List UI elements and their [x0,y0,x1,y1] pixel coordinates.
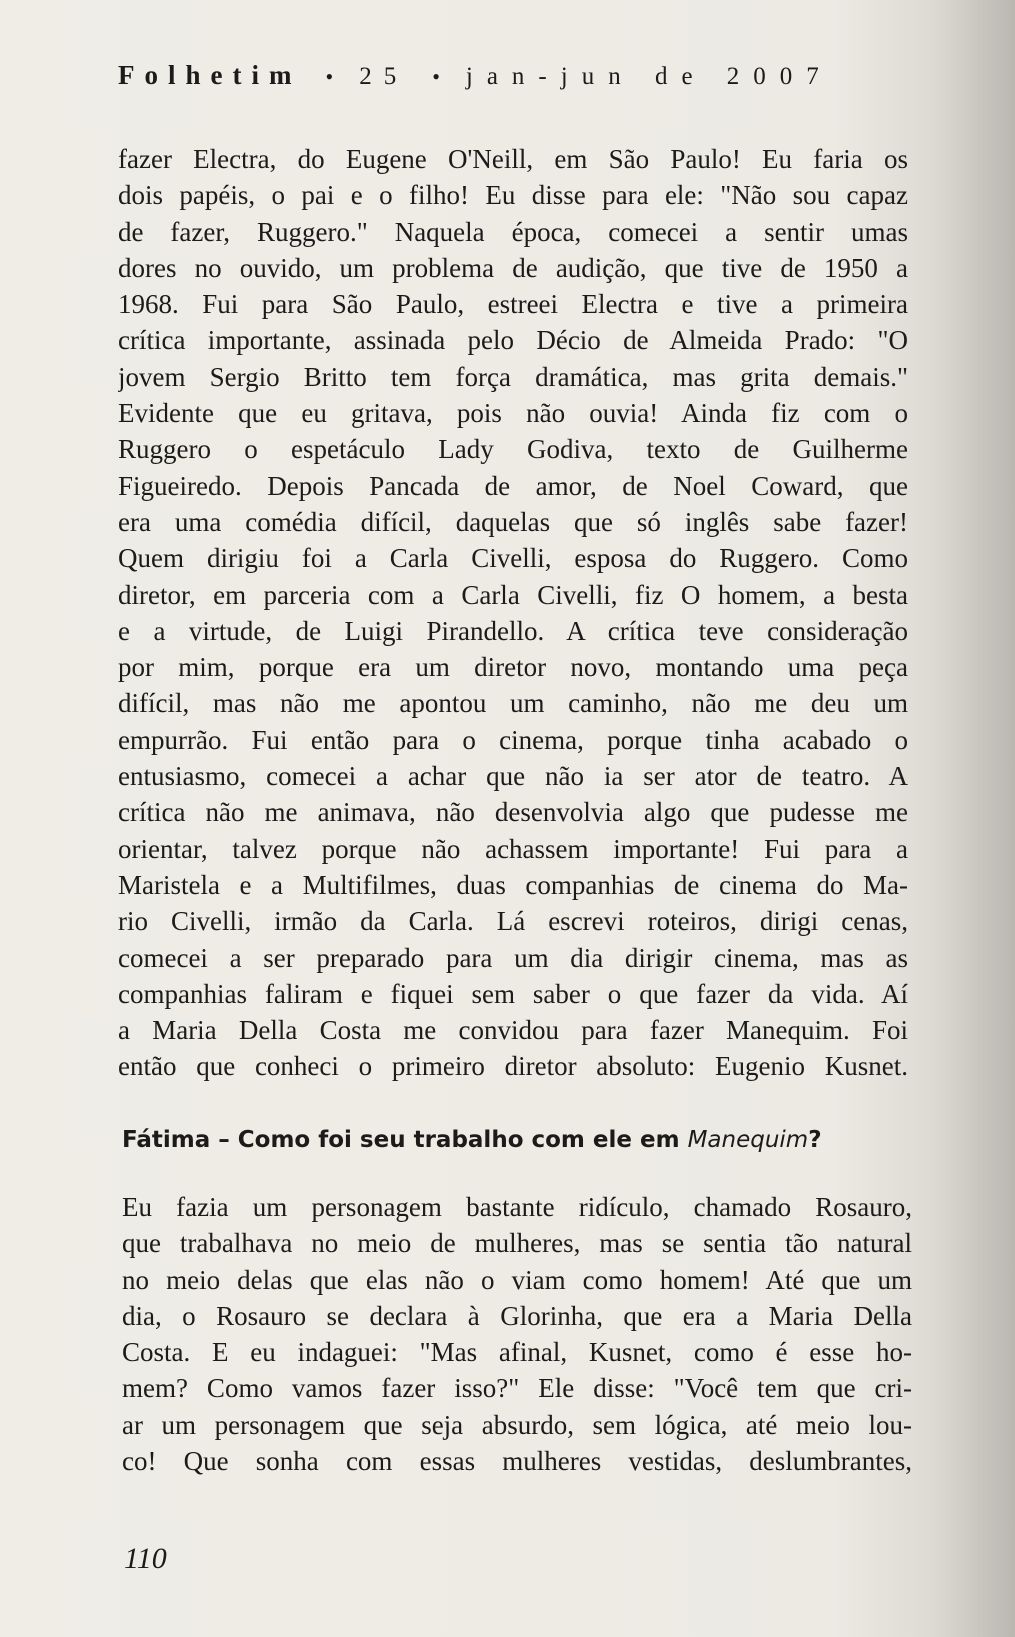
text-line: e a virtude, de Luigi Pirandello. A crítica teve consideração [118,615,908,646]
text-line: entusiasmo, comecei a achar que não ia ser ator de teatro. A [118,761,908,792]
text-line: a Maria Della Costa me convidou para fazer Manequim. Foi [118,1015,908,1046]
text-line: crítica não me animava, não desenvolvia algo que pudesse me [118,797,908,828]
text-line: jovem Sergio Britto tem força dramática, mas grita demais." [118,361,908,392]
issue-number: 25 [359,63,409,90]
text-line: difícil, mas não me apontou um caminho, não me deu um [118,688,908,719]
running-header [118,60,908,91]
text-line: ar um personagem que seja absurdo, sem lógica, até meio lou- [122,1409,912,1440]
text-line: orientar, talvez porque não achassem importante! Fui para a [118,833,908,864]
text-line: 1968. Fui para São Paulo, estreei Electra e tive a primeira [118,289,908,320]
text-line: Figueiredo. Depois Pancada de amor, de Noel Coward, que [118,470,908,501]
journal-title: Folhetim [118,60,302,90]
text-line: Evidente que eu gritava, pois não ouvia! Ainda fiz com o [118,398,908,429]
text-line: era uma comédia difícil, daquelas que só inglês sabe fazer! [118,506,908,537]
bullet-separator: • [325,64,336,89]
text-line: dores no ouvido, um problema de audição, que tive de 1950 a [118,252,908,283]
question-dash: – [210,1127,238,1153]
text-line: co! Que sonha com essas mulheres vestidas, deslumbrantes, [122,1446,912,1477]
text-line: que trabalhava no meio de mulheres, mas se sentia tão natural [122,1228,912,1259]
text-line: Maristela e a Multifilmes, duas companhias de cinema do Ma- [118,869,908,900]
page-number: 110 [124,1542,167,1575]
text-line: dois papéis, o pai e o filho! Eu disse para ele: "Não sou capaz [118,180,908,211]
text-line: comecei a ser preparado para um dia dirigir cinema, mas as [118,942,908,973]
text-line: no meio delas que elas não o viam como homem! Até que um [122,1264,912,1295]
interview-question [122,1127,912,1153]
text-line: por mim, porque era um diretor novo, montando uma peça [118,652,908,683]
question-mark: ? [808,1127,822,1153]
text-line: empurrão. Fui então para o cinema, porque tinha acabado o [118,724,908,755]
text-line: mem? Como vamos fazer isso?" Ele disse: "Você tem que cri- [122,1373,912,1404]
text-line: Quem dirigiu foi a Carla Civelli, esposa do Ruggero. Como [118,543,908,574]
question-text: Como foi seu trabalho com ele em [237,1127,688,1153]
text-line: dia, o Rosauro se declara à Glorinha, que era a Maria Della [122,1300,912,1331]
text-line: diretor, em parceria com a Carla Civelli, fiz O homem, a besta [118,579,908,610]
text-line: Ruggero o espetáculo Lady Godiva, texto de Guilherme [118,434,908,465]
text-line: companhias faliram e fiquei sem saber o que fazer da vida. Aí [118,978,908,1009]
text-line: Eu fazia um personagem bastante ridículo, chamado Rosauro, [122,1192,912,1222]
issue-date: jan-jun de 2007 [465,63,833,90]
text-line: então que conheci o primeiro diretor absoluto: Eugenio Kusnet. [118,1051,908,1082]
text-line: crítica importante, assinada pelo Décio de Almeida Prado: "O [118,325,908,356]
text-line: de fazer, Ruggero." Naquela época, comecei a sentir umas [118,216,908,247]
question-speaker: Fátima [122,1127,211,1153]
body-paragraph-1 [118,141,908,1085]
text-line: rio Civelli, irmão da Carla. Lá escrevi roteiros, dirigi cenas, [118,906,908,937]
text-line: Costa. E eu indaguei: "Mas afinal, Kusnet, como é esse ho- [122,1337,912,1368]
text-line: fazer Electra, do Eugene O'Neill, em São Paulo! Eu faria os [118,144,908,174]
bullet-separator: • [432,64,442,89]
question-play-title: Manequim [687,1127,809,1153]
body-paragraph-2 [122,1189,912,1479]
